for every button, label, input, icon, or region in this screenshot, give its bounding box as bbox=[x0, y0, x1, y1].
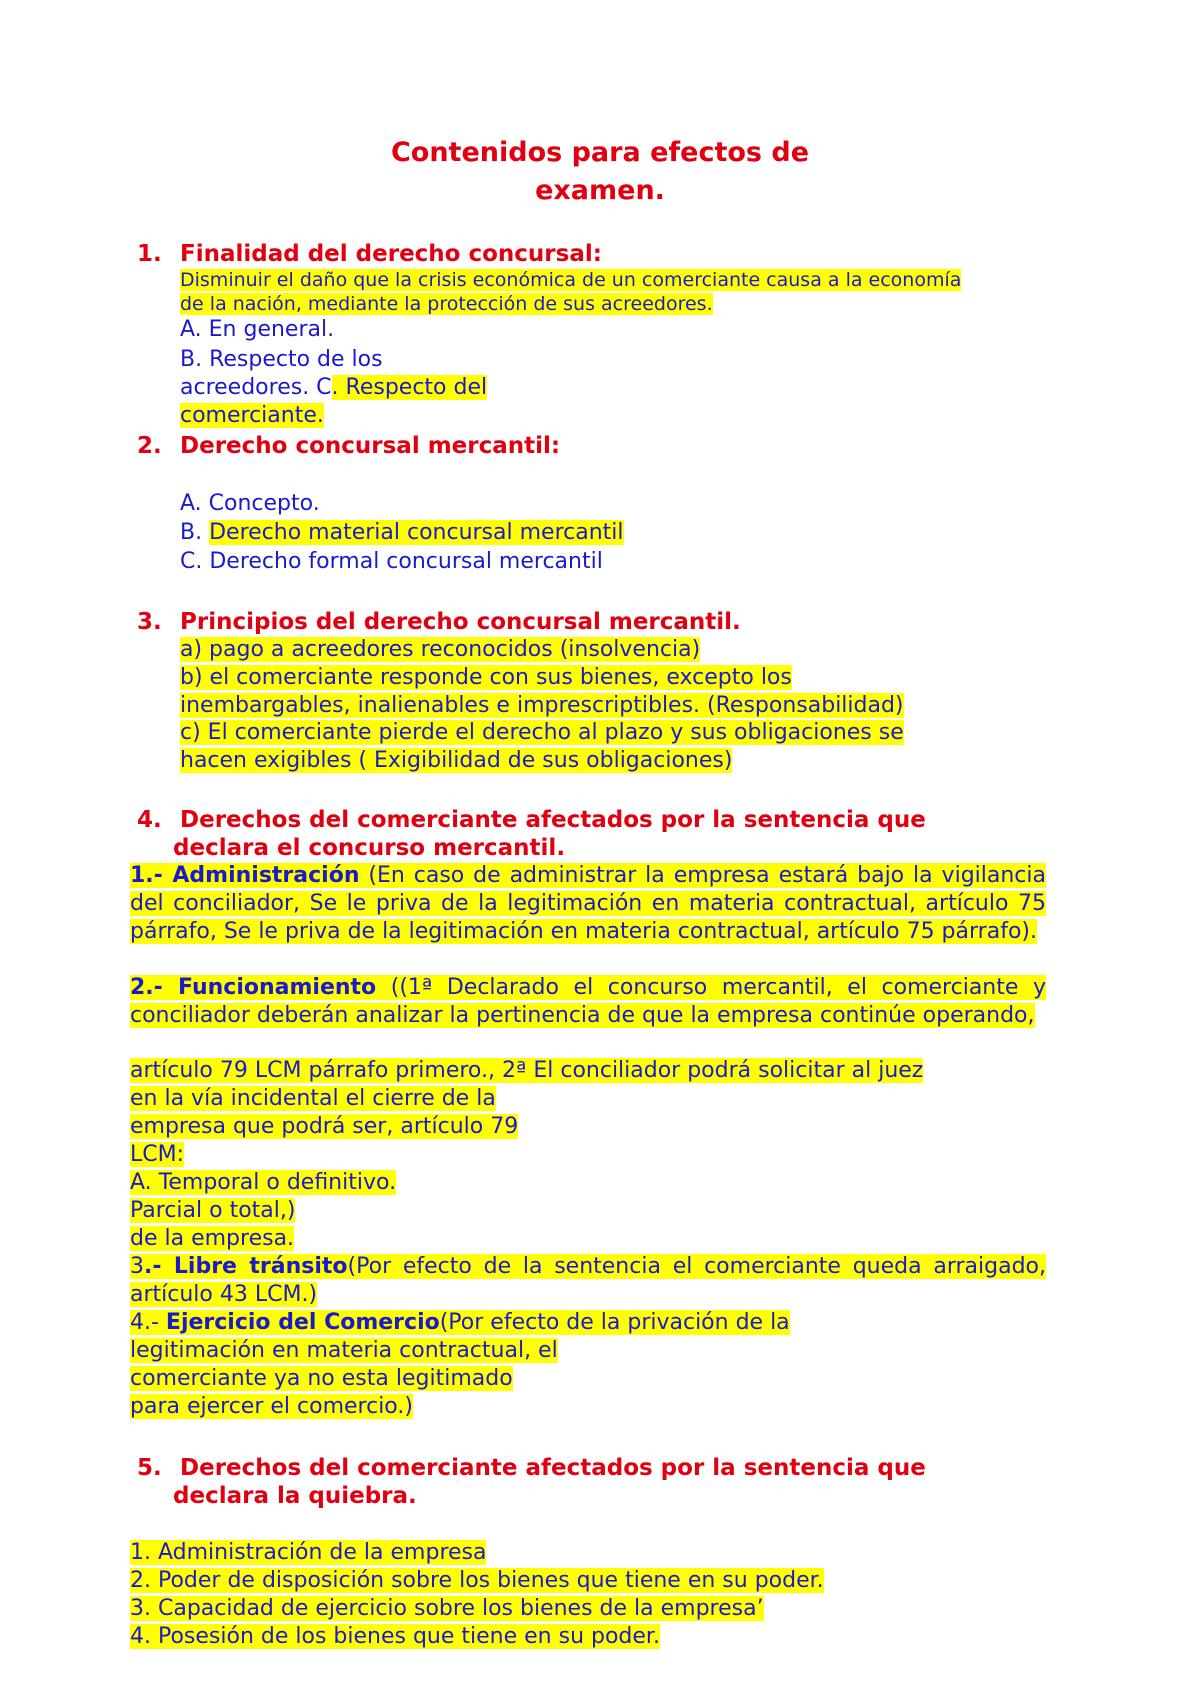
principle-b-continued: inembargables, inalienables e imprescriptibles. (Responsabilidad) bbox=[180, 693, 904, 718]
right-funcionamiento-line-9: Parcial o total,) bbox=[130, 1198, 296, 1223]
section-1-description-line-2: de la nación, mediante la protección de sus acreedores. bbox=[180, 293, 713, 315]
right-funcionamiento-line-4: artículo 79 LCM párrafo primero., 2ª El conciliador podrá solicitar al juez bbox=[130, 1058, 924, 1083]
section-2-item-b: Derecho material concursal mercantil bbox=[209, 520, 624, 545]
right-administracion-text: (En caso de administrar la empresa estará bajo la vigilancia del conciliador, Se le priva de la legitimación en materia contractual, artículo 75 párrafo, Se le priva de la legitimación en materia contractual, artículo 75 párrafo). bbox=[130, 863, 1046, 944]
principle-b: b) el comerciante responde con sus bienes, excepto los bbox=[180, 665, 792, 690]
section-5-heading-line-2: declara la quiebra. bbox=[173, 1483, 417, 1509]
section-2-heading: Derecho concursal mercantil: bbox=[180, 433, 561, 459]
section-3-number: 3. bbox=[137, 609, 162, 635]
right-funcionamiento-line-5: en la vía incidental el cierre de la bbox=[130, 1086, 496, 1111]
right-ejercicio-line-3: comerciante ya no esta legitimado bbox=[130, 1366, 513, 1391]
right-ejercicio-text: (Por efecto de la privación de la bbox=[439, 1310, 790, 1335]
section-5-heading-line-1: Derechos del comerciante afectados por la sentencia que bbox=[180, 1455, 926, 1481]
right-libre-transito-label: .- Libre tránsito bbox=[144, 1254, 348, 1279]
principle-c-continued: hacen exigibles ( Exigibilidad de sus obligaciones) bbox=[180, 748, 733, 773]
section-1-item-c-start: . Respecto del bbox=[331, 375, 488, 400]
right-ejercicio-line-4: para ejercer el comercio.) bbox=[130, 1394, 413, 1419]
section-1-item-b-continued: acreedores. C bbox=[180, 375, 332, 400]
right-ejercicio-number: 4.- bbox=[130, 1310, 166, 1335]
right-funcionamiento bbox=[130, 974, 1046, 1030]
right-funcionamiento-text: ((1ª Declarado el concurso mercantil, el comerciante y conciliador deberán analizar la pertinencia de que la empresa continúe operando, bbox=[130, 975, 1046, 1028]
right-libre-transito-text: (Por efecto de la sentencia el comerciante queda arraigado, artículo 43 LCM.) bbox=[130, 1254, 1046, 1307]
right-funcionamiento-line-6: empresa que podrá ser, artículo 79 bbox=[130, 1114, 519, 1139]
section-2-item-a: A. Concepto. bbox=[180, 491, 320, 516]
quiebra-right-1: 1. Administración de la empresa bbox=[130, 1540, 487, 1565]
right-funcionamiento-label: 2.- Funcionamiento bbox=[130, 975, 377, 1000]
section-5-number: 5. bbox=[137, 1455, 162, 1481]
section-4-number: 4. bbox=[137, 807, 162, 833]
right-administracion bbox=[130, 862, 1046, 945]
section-4-heading-line-1: Derechos del comerciante afectados por la sentencia que bbox=[180, 807, 926, 833]
quiebra-right-2: 2. Poder de disposición sobre los bienes que tiene en su poder. bbox=[130, 1568, 824, 1593]
section-1-item-b: B. Respecto de los bbox=[180, 347, 383, 372]
principle-a: a) pago a acreedores reconocidos (insolvencia) bbox=[180, 637, 701, 662]
section-3-heading: Principios del derecho concursal mercantil. bbox=[180, 609, 741, 635]
right-libre-transito-number: 3 bbox=[130, 1254, 144, 1279]
page-title-line-2: examen. bbox=[535, 175, 665, 206]
section-2-item-c: C. Derecho formal concursal mercantil bbox=[180, 549, 603, 574]
section-4-heading-line-2: declara el concurso mercantil. bbox=[173, 835, 566, 861]
right-ejercicio-label: Ejercicio del Comercio bbox=[165, 1310, 440, 1335]
section-1-item-a: A. En general. bbox=[180, 317, 335, 342]
right-administracion-label: 1.- Administración bbox=[130, 863, 360, 888]
section-2-item-b-label: B. bbox=[180, 520, 210, 545]
section-1-item-c: comerciante. bbox=[180, 403, 324, 428]
right-libre-transito bbox=[130, 1253, 1046, 1309]
section-2-number: 2. bbox=[137, 433, 162, 459]
quiebra-right-3: 3. Capacidad de ejercicio sobre los bienes de la empresa’ bbox=[130, 1596, 764, 1621]
section-1-heading: Finalidad del derecho concursal: bbox=[180, 241, 602, 267]
section-1-number: 1. bbox=[137, 241, 162, 267]
page-title-line-1: Contenidos para efectos de bbox=[390, 137, 810, 168]
right-funcionamiento-line-8: A. Temporal o definitivo. bbox=[130, 1170, 397, 1195]
quiebra-right-4: 4. Posesión de los bienes que tiene en su poder. bbox=[130, 1624, 660, 1649]
right-funcionamiento-line-10: de la empresa. bbox=[130, 1226, 295, 1251]
right-ejercicio-line-2: legitimación en materia contractual, el bbox=[130, 1338, 558, 1363]
section-1-description-line-1: Disminuir el daño que la crisis económica de un comerciante causa a la economía bbox=[180, 269, 962, 291]
right-funcionamiento-line-7: LCM: bbox=[130, 1142, 185, 1167]
principle-c: c) El comerciante pierde el derecho al plazo y sus obligaciones se bbox=[180, 720, 904, 745]
